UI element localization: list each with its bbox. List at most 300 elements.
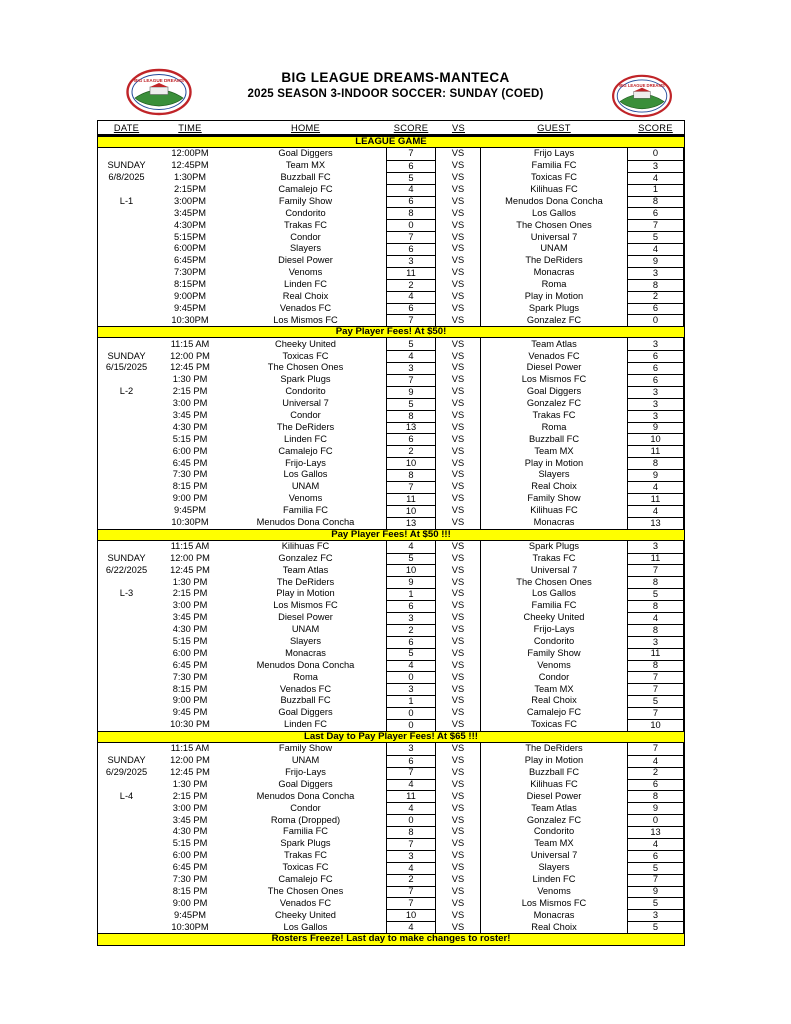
guest-score-cell: 8 xyxy=(627,576,684,588)
guest-score-cell: 5 xyxy=(627,921,684,933)
time-cell: 12:00 PM xyxy=(170,552,210,563)
game-row xyxy=(98,386,684,398)
guest-score-cell: 3 xyxy=(627,909,684,921)
game-row xyxy=(98,790,684,802)
home-score-cell: 8 xyxy=(386,410,436,422)
guest-team-cell: Linden FC xyxy=(532,873,576,884)
time-cell: 5:15 PM xyxy=(172,838,208,849)
page-subtitle: 2025 SEASON 3-INDOOR SOCCER: SUNDAY (COED) xyxy=(247,88,544,100)
home-score-cell: 4 xyxy=(386,862,436,874)
home-score-cell: 7 xyxy=(386,231,436,243)
guest-team-cell: Menudos Dona Concha xyxy=(505,195,603,206)
game-row xyxy=(98,267,684,279)
game-row xyxy=(98,196,684,208)
vs-cell: VS xyxy=(436,505,481,517)
guest-team-cell: Slayers xyxy=(538,469,570,480)
guest-team-cell: Universal 7 xyxy=(530,850,578,861)
home-team-cell: Diesel Power xyxy=(278,612,333,623)
time-cell: 4:30 PM xyxy=(172,624,208,635)
vs-cell: VS xyxy=(436,862,481,874)
guest-score-cell: 3 xyxy=(627,338,684,350)
date-cell xyxy=(98,921,155,933)
time-cell: 9:00 PM xyxy=(172,493,208,504)
big-league-dreams-logo-right xyxy=(608,74,676,123)
home-score-cell: 4 xyxy=(386,921,436,933)
home-score-cell: 3 xyxy=(386,255,436,267)
time-cell: 8:15 PM xyxy=(172,683,208,694)
vs-cell: VS xyxy=(436,624,481,636)
time-cell: 8:15 PM xyxy=(172,885,208,896)
vs-cell: VS xyxy=(436,707,481,719)
date-cell xyxy=(98,909,155,921)
time-cell: 4:30 PM xyxy=(172,826,208,837)
home-team-cell: Venoms xyxy=(288,493,323,504)
home-score-cell: 7 xyxy=(386,897,436,909)
guest-score-cell: 4 xyxy=(627,838,684,850)
home-team-cell: Buzzball FC xyxy=(280,172,331,183)
guest-team-cell: Real Choix xyxy=(531,921,577,932)
time-cell: 3:45PM xyxy=(173,207,207,218)
guest-score-cell: 5 xyxy=(627,588,684,600)
guest-score-cell: 5 xyxy=(627,862,684,874)
home-score-cell: 10 xyxy=(386,505,436,517)
time-cell: 7:30 PM xyxy=(172,469,208,480)
guest-team-cell: Los Gallos xyxy=(532,588,576,599)
home-score-cell: 6 xyxy=(386,303,436,315)
guest-team-cell: Play in Motion xyxy=(524,755,584,766)
vs-cell: VS xyxy=(436,790,481,802)
guest-score-cell: 9 xyxy=(627,255,684,267)
vs-cell: VS xyxy=(436,303,481,315)
home-score-cell: 1 xyxy=(386,695,436,707)
home-score-cell: 4 xyxy=(386,660,436,672)
date-cell xyxy=(98,243,155,255)
guest-score-cell: 6 xyxy=(627,374,684,386)
vs-cell: VS xyxy=(436,457,481,469)
time-cell: 7:30PM xyxy=(173,267,207,278)
home-score-cell: 6 xyxy=(386,196,436,208)
date-cell xyxy=(98,231,155,243)
guest-team-cell: Real Choix xyxy=(531,695,577,706)
home-score-cell: 2 xyxy=(386,624,436,636)
guest-score-cell: 0 xyxy=(627,814,684,826)
time-cell: 3:00 PM xyxy=(172,398,208,409)
home-team-cell: Slayers xyxy=(289,636,321,647)
guest-score-cell: 11 xyxy=(627,445,684,457)
guest-team-cell: Los Mismos FC xyxy=(521,374,587,385)
guest-score-cell: 7 xyxy=(627,219,684,231)
game-row xyxy=(98,564,684,576)
guest-score-cell: 10 xyxy=(627,719,684,731)
guest-score-cell: 9 xyxy=(627,422,684,434)
home-team-cell: Spark Plugs xyxy=(280,374,331,385)
guest-score-cell: 6 xyxy=(627,850,684,862)
game-row xyxy=(98,755,684,767)
game-row xyxy=(98,255,684,267)
date-cell xyxy=(98,826,155,838)
vs-cell: VS xyxy=(436,445,481,457)
time-cell: 5:15 PM xyxy=(172,636,208,647)
time-cell: 7:30 PM xyxy=(172,873,208,884)
date-cell xyxy=(98,505,155,517)
home-team-cell: Menudos Dona Concha xyxy=(256,659,355,670)
game-row xyxy=(98,660,684,672)
guest-team-cell: Universal 7 xyxy=(530,564,578,575)
home-score-cell: 4 xyxy=(386,802,436,814)
guest-team-cell: The Chosen Ones xyxy=(516,576,592,587)
game-row xyxy=(98,826,684,838)
game-row xyxy=(98,802,684,814)
guest-score-cell: 5 xyxy=(627,231,684,243)
game-row xyxy=(98,779,684,791)
game-row xyxy=(98,338,684,350)
guest-score-cell: 2 xyxy=(627,291,684,303)
home-team-cell: Condor xyxy=(290,231,321,242)
home-team-cell: Family Show xyxy=(278,195,333,206)
guest-team-cell: Spark Plugs xyxy=(528,540,580,551)
guest-score-cell: 7 xyxy=(627,564,684,576)
time-cell: 10:30PM xyxy=(171,921,209,932)
time-cell: 3:45 PM xyxy=(172,612,208,623)
home-team-cell: Play in Motion xyxy=(276,588,335,599)
date-cell xyxy=(98,683,155,695)
game-row xyxy=(98,671,684,683)
date-cell xyxy=(98,303,155,315)
home-score-cell: 0 xyxy=(386,219,436,231)
vs-cell: VS xyxy=(436,612,481,624)
guest-team-cell: The Chosen Ones xyxy=(516,219,592,230)
guest-score-cell: 2 xyxy=(627,767,684,779)
date-cell xyxy=(98,695,155,707)
guest-team-cell: Slayers xyxy=(538,862,570,873)
game-row xyxy=(98,493,684,505)
home-score-cell: 5 xyxy=(386,172,436,184)
guest-team-cell: Team Atlas xyxy=(531,802,577,813)
home-team-cell: Camalejo FC xyxy=(278,445,333,456)
home-score-cell: 0 xyxy=(386,814,436,826)
game-row xyxy=(98,517,684,529)
guest-score-cell: 11 xyxy=(627,648,684,660)
home-score-cell: 10 xyxy=(386,909,436,921)
section-banner: LEAGUE GAME xyxy=(98,136,684,148)
game-row xyxy=(98,362,684,374)
guest-score-cell: 4 xyxy=(627,172,684,184)
home-team-cell: Roma (Dropped) xyxy=(270,814,341,825)
time-cell: 1:30 PM xyxy=(172,778,208,789)
date-cell: SUNDAY xyxy=(107,350,146,361)
date-cell xyxy=(98,279,155,291)
guest-score-cell: 9 xyxy=(627,886,684,898)
guest-score-cell: 6 xyxy=(627,207,684,219)
home-score-cell: 3 xyxy=(386,362,436,374)
date-cell xyxy=(98,648,155,660)
vs-cell: VS xyxy=(436,779,481,791)
date-cell xyxy=(98,719,155,731)
guest-team-cell: Diesel Power xyxy=(526,790,582,801)
time-cell: 3:00 PM xyxy=(172,600,208,611)
game-row xyxy=(98,553,684,565)
guest-score-cell: 5 xyxy=(627,897,684,909)
vs-cell: VS xyxy=(436,267,481,279)
date-cell xyxy=(98,398,155,410)
game-row xyxy=(98,148,684,160)
date-cell xyxy=(98,660,155,672)
home-team-cell: Spark Plugs xyxy=(280,838,331,849)
home-team-cell: Real Choix xyxy=(282,290,329,301)
guest-score-cell: 4 xyxy=(627,505,684,517)
time-cell: 7:30 PM xyxy=(172,671,208,682)
home-team-cell: UNAM xyxy=(291,624,320,635)
game-row xyxy=(98,184,684,196)
col-header-home: HOME xyxy=(290,122,321,133)
big-league-dreams-logo-left xyxy=(126,68,192,121)
guest-team-cell: Trakas FC xyxy=(532,552,576,563)
home-score-cell: 8 xyxy=(386,469,436,481)
game-row xyxy=(98,612,684,624)
date-cell xyxy=(98,445,155,457)
vs-cell: VS xyxy=(436,576,481,588)
guest-score-cell: 7 xyxy=(627,671,684,683)
date-cell xyxy=(98,457,155,469)
home-team-cell: UNAM xyxy=(291,481,320,492)
guest-team-cell: Familia FC xyxy=(531,160,577,171)
home-team-cell: Slayers xyxy=(289,243,321,254)
time-cell: 9:45PM xyxy=(173,302,207,313)
time-cell: 8:15PM xyxy=(173,279,207,290)
time-cell: 10:30PM xyxy=(171,314,209,325)
date-cell xyxy=(98,314,155,326)
guest-team-cell: Spark Plugs xyxy=(528,302,580,313)
date-cell xyxy=(98,897,155,909)
time-cell: 3:45 PM xyxy=(172,410,208,420)
home-team-cell: Buzzball FC xyxy=(280,695,331,706)
time-cell: 3:45 PM xyxy=(172,814,208,825)
home-team-cell: Trakas FC xyxy=(283,850,328,861)
home-team-cell: Toxicas FC xyxy=(282,862,329,873)
time-cell: 11:15 AM xyxy=(170,540,210,551)
guest-score-cell: 7 xyxy=(627,874,684,886)
page-title: BIG LEAGUE DREAMS-MANTECA xyxy=(281,70,510,85)
guest-score-cell: 7 xyxy=(627,683,684,695)
guest-score-cell: 3 xyxy=(627,160,684,172)
guest-team-cell: Toxicas FC xyxy=(531,172,577,183)
section-banner: Last Day to Pay Player Fees! At $65 !!! xyxy=(98,731,684,743)
guest-score-cell: 13 xyxy=(627,517,684,529)
time-cell: 6:00 PM xyxy=(172,647,208,658)
vs-cell: VS xyxy=(436,553,481,565)
game-row xyxy=(98,886,684,898)
time-cell: 9:45PM xyxy=(173,909,207,920)
vs-cell: VS xyxy=(436,279,481,291)
logo-text: BIG LEAGUE DREAMS xyxy=(619,82,665,88)
vs-cell: VS xyxy=(436,469,481,481)
time-cell: 12:45PM xyxy=(171,160,209,171)
home-score-cell: 3 xyxy=(386,683,436,695)
time-cell: 8:15 PM xyxy=(172,481,208,492)
time-cell: 6:00PM xyxy=(173,243,207,254)
game-row xyxy=(98,767,684,779)
guest-team-cell: Goal Diggers xyxy=(526,386,582,397)
game-row xyxy=(98,374,684,386)
vs-cell: VS xyxy=(436,909,481,921)
vs-cell: VS xyxy=(436,921,481,933)
date-cell: L-1 xyxy=(119,195,134,206)
guest-team-cell: Trakas FC xyxy=(532,410,576,420)
guest-team-cell: Team MX xyxy=(534,838,574,849)
home-score-cell: 4 xyxy=(386,184,436,196)
time-cell: 6:00 PM xyxy=(172,445,208,456)
guest-team-cell: Play in Motion xyxy=(524,290,584,301)
page-header xyxy=(0,66,791,120)
home-score-cell: 0 xyxy=(386,671,436,683)
game-row xyxy=(98,648,684,660)
home-score-cell: 7 xyxy=(386,148,436,160)
time-cell: 11:15 AM xyxy=(170,338,210,349)
vs-cell: VS xyxy=(436,838,481,850)
date-cell: SUNDAY xyxy=(107,755,146,766)
guest-team-cell: Venoms xyxy=(537,885,571,896)
vs-cell: VS xyxy=(436,767,481,779)
home-score-cell: 13 xyxy=(386,517,436,529)
date-cell: 6/22/2025 xyxy=(105,564,148,575)
time-cell: 3:00PM xyxy=(173,195,207,206)
guest-team-cell: Gonzalez FC xyxy=(526,314,582,325)
guest-team-cell: Monacras xyxy=(533,517,575,528)
home-team-cell: Monacras xyxy=(285,647,326,658)
home-team-cell: Familia FC xyxy=(283,826,328,837)
time-cell: 5:15 PM xyxy=(172,433,208,444)
game-row xyxy=(98,850,684,862)
section-banner: Pay Player Fees! At $50 !!! xyxy=(98,529,684,541)
game-row xyxy=(98,231,684,243)
game-row xyxy=(98,303,684,315)
game-row xyxy=(98,874,684,886)
col-header-guest: GUEST xyxy=(537,122,571,133)
vs-cell: VS xyxy=(436,755,481,767)
date-cell xyxy=(98,743,155,755)
guest-score-cell: 7 xyxy=(627,707,684,719)
time-cell: 12:45 PM xyxy=(170,564,210,575)
vs-cell: VS xyxy=(436,660,481,672)
home-score-cell: 11 xyxy=(386,493,436,505)
game-row xyxy=(98,410,684,422)
guest-team-cell: Condor xyxy=(538,671,570,682)
guest-team-cell: Gonzalez FC xyxy=(526,398,582,409)
time-cell: 12:00 PM xyxy=(170,350,210,361)
date-cell xyxy=(98,517,155,529)
date-cell xyxy=(98,184,155,196)
vs-cell: VS xyxy=(436,695,481,707)
guest-team-cell: Universal 7 xyxy=(530,231,578,242)
guest-score-cell: 8 xyxy=(627,624,684,636)
game-row xyxy=(98,219,684,231)
vs-cell: VS xyxy=(436,541,481,553)
home-score-cell: 9 xyxy=(386,576,436,588)
home-score-cell: 7 xyxy=(386,838,436,850)
time-cell: 5:15PM xyxy=(173,231,207,242)
home-team-cell: Venados FC xyxy=(279,683,332,694)
game-row xyxy=(98,350,684,362)
home-score-cell: 8 xyxy=(386,207,436,219)
date-cell xyxy=(98,291,155,303)
guest-team-cell: Frijo Lays xyxy=(533,148,575,159)
date-cell xyxy=(98,374,155,386)
game-row xyxy=(98,636,684,648)
time-cell: 9:45PM xyxy=(173,505,207,516)
guest-team-cell: Familia FC xyxy=(531,600,577,611)
home-score-cell: 2 xyxy=(386,279,436,291)
home-score-cell: 3 xyxy=(386,850,436,862)
vs-cell: VS xyxy=(436,600,481,612)
guest-score-cell: 13 xyxy=(627,826,684,838)
date-cell: 6/8/2025 xyxy=(108,172,145,183)
vs-cell: VS xyxy=(436,207,481,219)
guest-score-cell: 3 xyxy=(627,267,684,279)
home-team-cell: The Chosen Ones xyxy=(267,362,344,373)
date-cell xyxy=(98,612,155,624)
date-cell xyxy=(98,802,155,814)
col-header-vs: VS xyxy=(451,122,465,133)
date-cell: L-3 xyxy=(119,588,134,599)
guest-team-cell: Venados FC xyxy=(528,350,580,361)
home-score-cell: 4 xyxy=(386,350,436,362)
guest-team-cell: Toxicas FC xyxy=(531,719,577,730)
guest-team-cell: Diesel Power xyxy=(526,362,582,373)
home-team-cell: Goal Diggers xyxy=(278,148,333,159)
game-row xyxy=(98,814,684,826)
home-team-cell: Diesel Power xyxy=(278,255,333,266)
home-team-cell: Los Mismos FC xyxy=(273,600,338,611)
guest-score-cell: 4 xyxy=(627,755,684,767)
vs-cell: VS xyxy=(436,588,481,600)
home-team-cell: Condor xyxy=(290,802,321,813)
game-row xyxy=(98,541,684,553)
guest-team-cell: Cheeky United xyxy=(523,612,585,623)
guest-score-cell: 7 xyxy=(627,743,684,755)
col-header-home-score: SCORE xyxy=(393,122,429,133)
vs-cell: VS xyxy=(436,160,481,172)
guest-score-cell: 0 xyxy=(627,148,684,160)
guest-team-cell: The DeRiders xyxy=(525,743,583,754)
home-score-cell: 6 xyxy=(386,433,436,445)
game-row xyxy=(98,505,684,517)
home-score-cell: 5 xyxy=(386,553,436,565)
time-cell: 6:45PM xyxy=(173,255,207,266)
vs-cell: VS xyxy=(436,802,481,814)
vs-cell: VS xyxy=(436,517,481,529)
game-row xyxy=(98,279,684,291)
date-cell: SUNDAY xyxy=(107,552,146,563)
guest-score-cell: 8 xyxy=(627,279,684,291)
date-cell xyxy=(98,707,155,719)
vs-cell: VS xyxy=(436,148,481,160)
guest-score-cell: 8 xyxy=(627,457,684,469)
guest-score-cell: 5 xyxy=(627,695,684,707)
vs-cell: VS xyxy=(436,172,481,184)
home-score-cell: 3 xyxy=(386,743,436,755)
vs-cell: VS xyxy=(436,338,481,350)
game-row xyxy=(98,695,684,707)
table-body xyxy=(98,136,684,945)
guest-score-cell: 3 xyxy=(627,398,684,410)
home-team-cell: Toxicas FC xyxy=(282,350,329,361)
guest-team-cell: Monacras xyxy=(533,267,575,278)
home-team-cell: Cheeky United xyxy=(275,909,336,920)
date-cell xyxy=(98,493,155,505)
guest-score-cell: 3 xyxy=(627,636,684,648)
home-score-cell: 8 xyxy=(386,826,436,838)
home-score-cell: 5 xyxy=(386,648,436,660)
